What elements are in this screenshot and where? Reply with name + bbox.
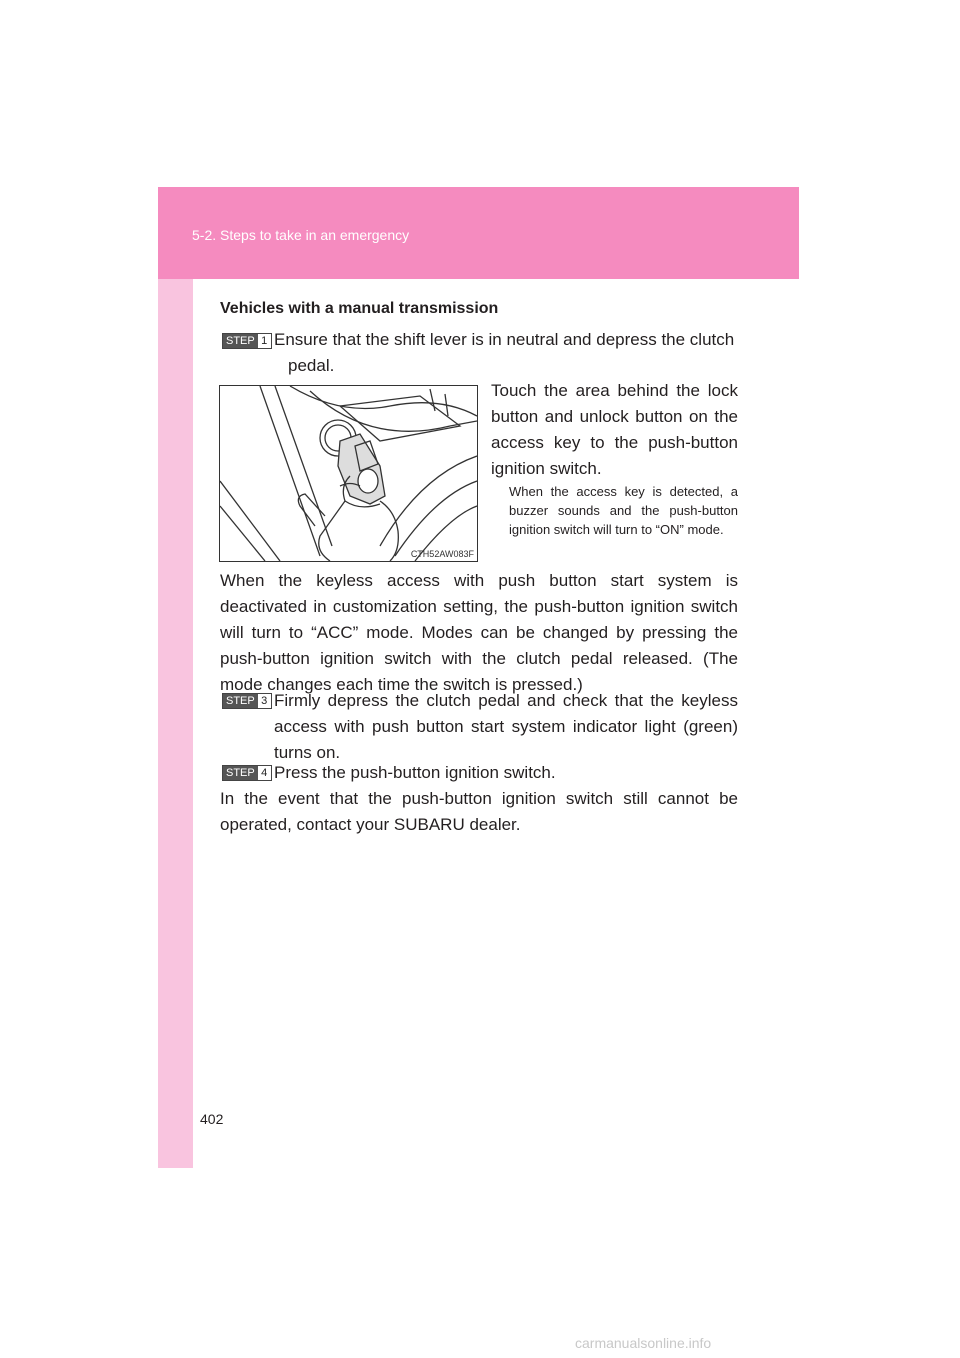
event-paragraph: In the event that the push-button ignition switch still cannot be operated, contact your SUBARU dealer. [220, 789, 738, 834]
step-badge-1 [222, 333, 272, 349]
step-2-text: Touch the area behind the lock button and unlock button on the access key to the push-button ignition switch. [491, 381, 738, 478]
step-4-text: Press the push-button ignition switch. [274, 763, 556, 782]
step-2-note: When the access key is detected, a buzzer sounds and the push-button ignition switch will turn to “ON” mode. [509, 484, 738, 537]
figure-code: CTH52AW083F [410, 549, 474, 559]
illustration-push-button [219, 385, 478, 562]
keyless-paragraph: When the keyless access with push button start system is deactivated in customization setting, the push-button ignition switch will turn to “ACC” mode. Modes can be changed by pressing the push-button ignition switch with the clutch pedal released. (The mode changes each time the switch is pressed.) [220, 571, 738, 694]
step-number: 4 [258, 766, 271, 780]
step-badge-4 [222, 765, 272, 781]
step-label: STEP [223, 334, 258, 348]
header-bar [158, 187, 799, 279]
step-3-text: Firmly depress the clutch pedal and check that the keyless access with push button start system indicator light (green) turns on. [274, 691, 738, 762]
step-number: 1 [258, 334, 271, 348]
section-header: 5-2. Steps to take in an emergency [192, 227, 410, 243]
page-number: 402 [200, 1111, 224, 1127]
step-1-line2: pedal. [288, 356, 335, 375]
step-1-line1: Ensure that the shift lever is in neutral and depress the clutch [274, 330, 735, 349]
step-number: 3 [258, 694, 271, 708]
step-1-text [274, 327, 738, 379]
side-strip [158, 279, 193, 1168]
section-title: Vehicles with a manual transmission [220, 300, 499, 317]
hand-key-illustration [220, 386, 477, 561]
step-badge-3 [222, 693, 272, 709]
step-label: STEP [223, 766, 258, 780]
step-label: STEP [223, 694, 258, 708]
watermark: carmanualsonline.info [575, 1335, 712, 1351]
